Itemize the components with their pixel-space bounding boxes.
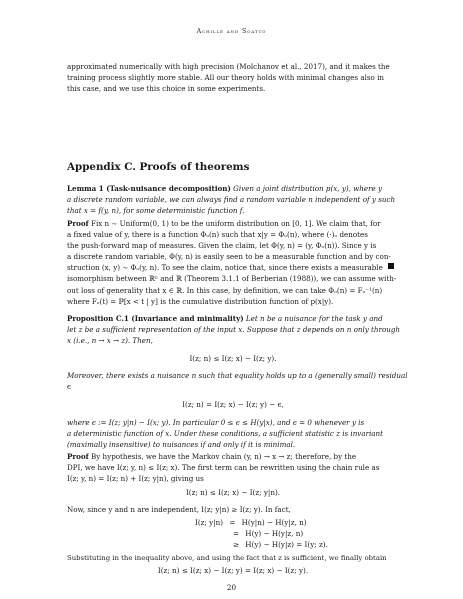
- proof-text: where Fₒ(t) = ℙ[x < t | y] is the cumulative distribution function of p(x|y).: [67, 296, 334, 306]
- proof-label: Proof: [67, 452, 89, 461]
- intro-paragraph: [67, 61, 399, 94]
- intro-line: this case, and we use this choice in some experiments.: [67, 84, 266, 94]
- proof-text: DPI, we have I(z; y, n) ≤ I(z; x). The first term can be rewritten using the chain rule as: [67, 463, 380, 473]
- eq-lhs: I(z; y|n): [195, 518, 224, 527]
- proposition-text: where ϵ := I(z; y|n) − I(x; y). In particular 0 ≤ ϵ ≤ H(y|x), and ϵ = 0 whenever y is: [67, 418, 365, 427]
- proof-text: a fixed value of y, there is a function Φₒ(n) such that x|y = Φₒ(n), where (·)ₒ denotes: [67, 230, 368, 240]
- proof-line: [67, 504, 399, 515]
- lemma-title: Lemma 1 (Task-nuisance decomposition): [67, 184, 231, 193]
- equation-array: [195, 517, 328, 550]
- section-title: Appendix C. Proofs of theorems: [67, 161, 250, 173]
- proposition-text: Moreover, there exists a nuisance n such that equality holds up to a (generally small) residual: [67, 371, 408, 380]
- eq-relation: ≥: [232, 540, 240, 549]
- eq-rhs: H(y|n) − H(y|z, n): [241, 518, 307, 527]
- proof-text: By hypothesis, we have the Markov chain (y, n) → x → z; therefore, by the: [88, 452, 357, 461]
- eq-relation: =: [229, 518, 236, 527]
- running-head: Achille and Soatto: [196, 28, 267, 35]
- lemma-text: a discrete random variable, we can always find a random variable n independent of y such: [67, 195, 396, 205]
- proof-line: Substituting in the inequality above, and using the fact that z is sufficient, we finally obtain: [67, 554, 387, 562]
- intro-line: approximated numerically with high precision (Molchanov et al., 2017), and it makes the: [67, 62, 390, 71]
- equation: I(z; n) ≤ I(z; x) − I(z; y).: [189, 354, 277, 363]
- proof-text: Now, since y and n are independent, I(z; y|n) ≥ I(z; y). In fact,: [67, 505, 291, 514]
- proof-text: the push-forward map of measures. Given the claim, let Φ(y, n) = (y, Φₒ(n)). Since y is: [67, 241, 377, 251]
- proposition-block: [67, 313, 399, 346]
- intro-line: training process slightly more stable. All our theory holds with minimal changes also in: [67, 73, 384, 83]
- proof-text: isomorphism between ℝⁿ and ℝ (Theorem 3.1.1 of Berberian (1988)), we can assume with-: [67, 274, 397, 284]
- lemma-text: Given a joint distribution p(x, y), where y: [230, 184, 383, 193]
- proposition-title: Proposition C.1 (Invariance and minimality): [67, 314, 244, 323]
- epsilon-symbol: ϵ: [67, 382, 71, 392]
- eq-rhs: H(y) − H(y|z, n): [245, 529, 304, 538]
- lemma-block: [67, 183, 399, 216]
- page-number: 20: [226, 583, 237, 592]
- eq-relation: =: [232, 529, 240, 538]
- equation: I(z; n) ≤ I(z; x) − I(z; y) = I(z; x) − I(z; y).: [157, 566, 309, 575]
- proposition-text: let z be a sufficient representation of the input x. Suppose that z depends on n only through: [67, 325, 401, 335]
- proposition-text: Let n be a nuisance for the task y and: [243, 314, 383, 323]
- proof-text: a discrete random variable, Φ(y, n) is easily seen to be a measurable function and by con-: [67, 252, 391, 262]
- proof-proposition: [67, 451, 399, 484]
- proposition-text: (maximally insensitive) to nuisances if and only if it is minimal.: [67, 440, 296, 450]
- proof-text: Fix n ∼ Uniform(0, 1) to be the uniform distribution on [0, 1]. We claim that, for: [88, 219, 381, 228]
- proposition-text: a deterministic function of x. Under these conditions, a sufficient statistic z is invariant: [67, 429, 384, 439]
- proof-lemma: [67, 218, 399, 307]
- qed-square-icon: [388, 263, 394, 269]
- proof-text: I(z; y, n) = I(z; n) + I(z; y|n), giving us: [67, 474, 204, 484]
- proof-label: Proof: [67, 219, 89, 228]
- proof-text: struction (x, y) ∼ Φₒ(y, n). To see the claim, notice that, since there exists a measurable: [67, 263, 383, 273]
- equation: I(z; n) ≤ I(z; x) − I(z; y|n).: [185, 488, 281, 497]
- proof-text: out loss of generality that x ∈ ℝ. In this case, by definition, we can take Φₒ(n) = Fₒ⁻¹(n): [67, 285, 383, 295]
- eq-rhs: H(y) − H(y|z) = I(y; z).: [245, 540, 328, 549]
- equation: I(z; n) = I(z; x) − I(z; y) − ϵ,: [182, 400, 284, 409]
- proposition-continued: [67, 370, 408, 392]
- proposition-text: x (i.e., n → x → z). Then,: [67, 336, 153, 346]
- lemma-text: that x = f(y, n), for some deterministic function f.: [67, 206, 245, 216]
- proposition-tail: [67, 417, 399, 450]
